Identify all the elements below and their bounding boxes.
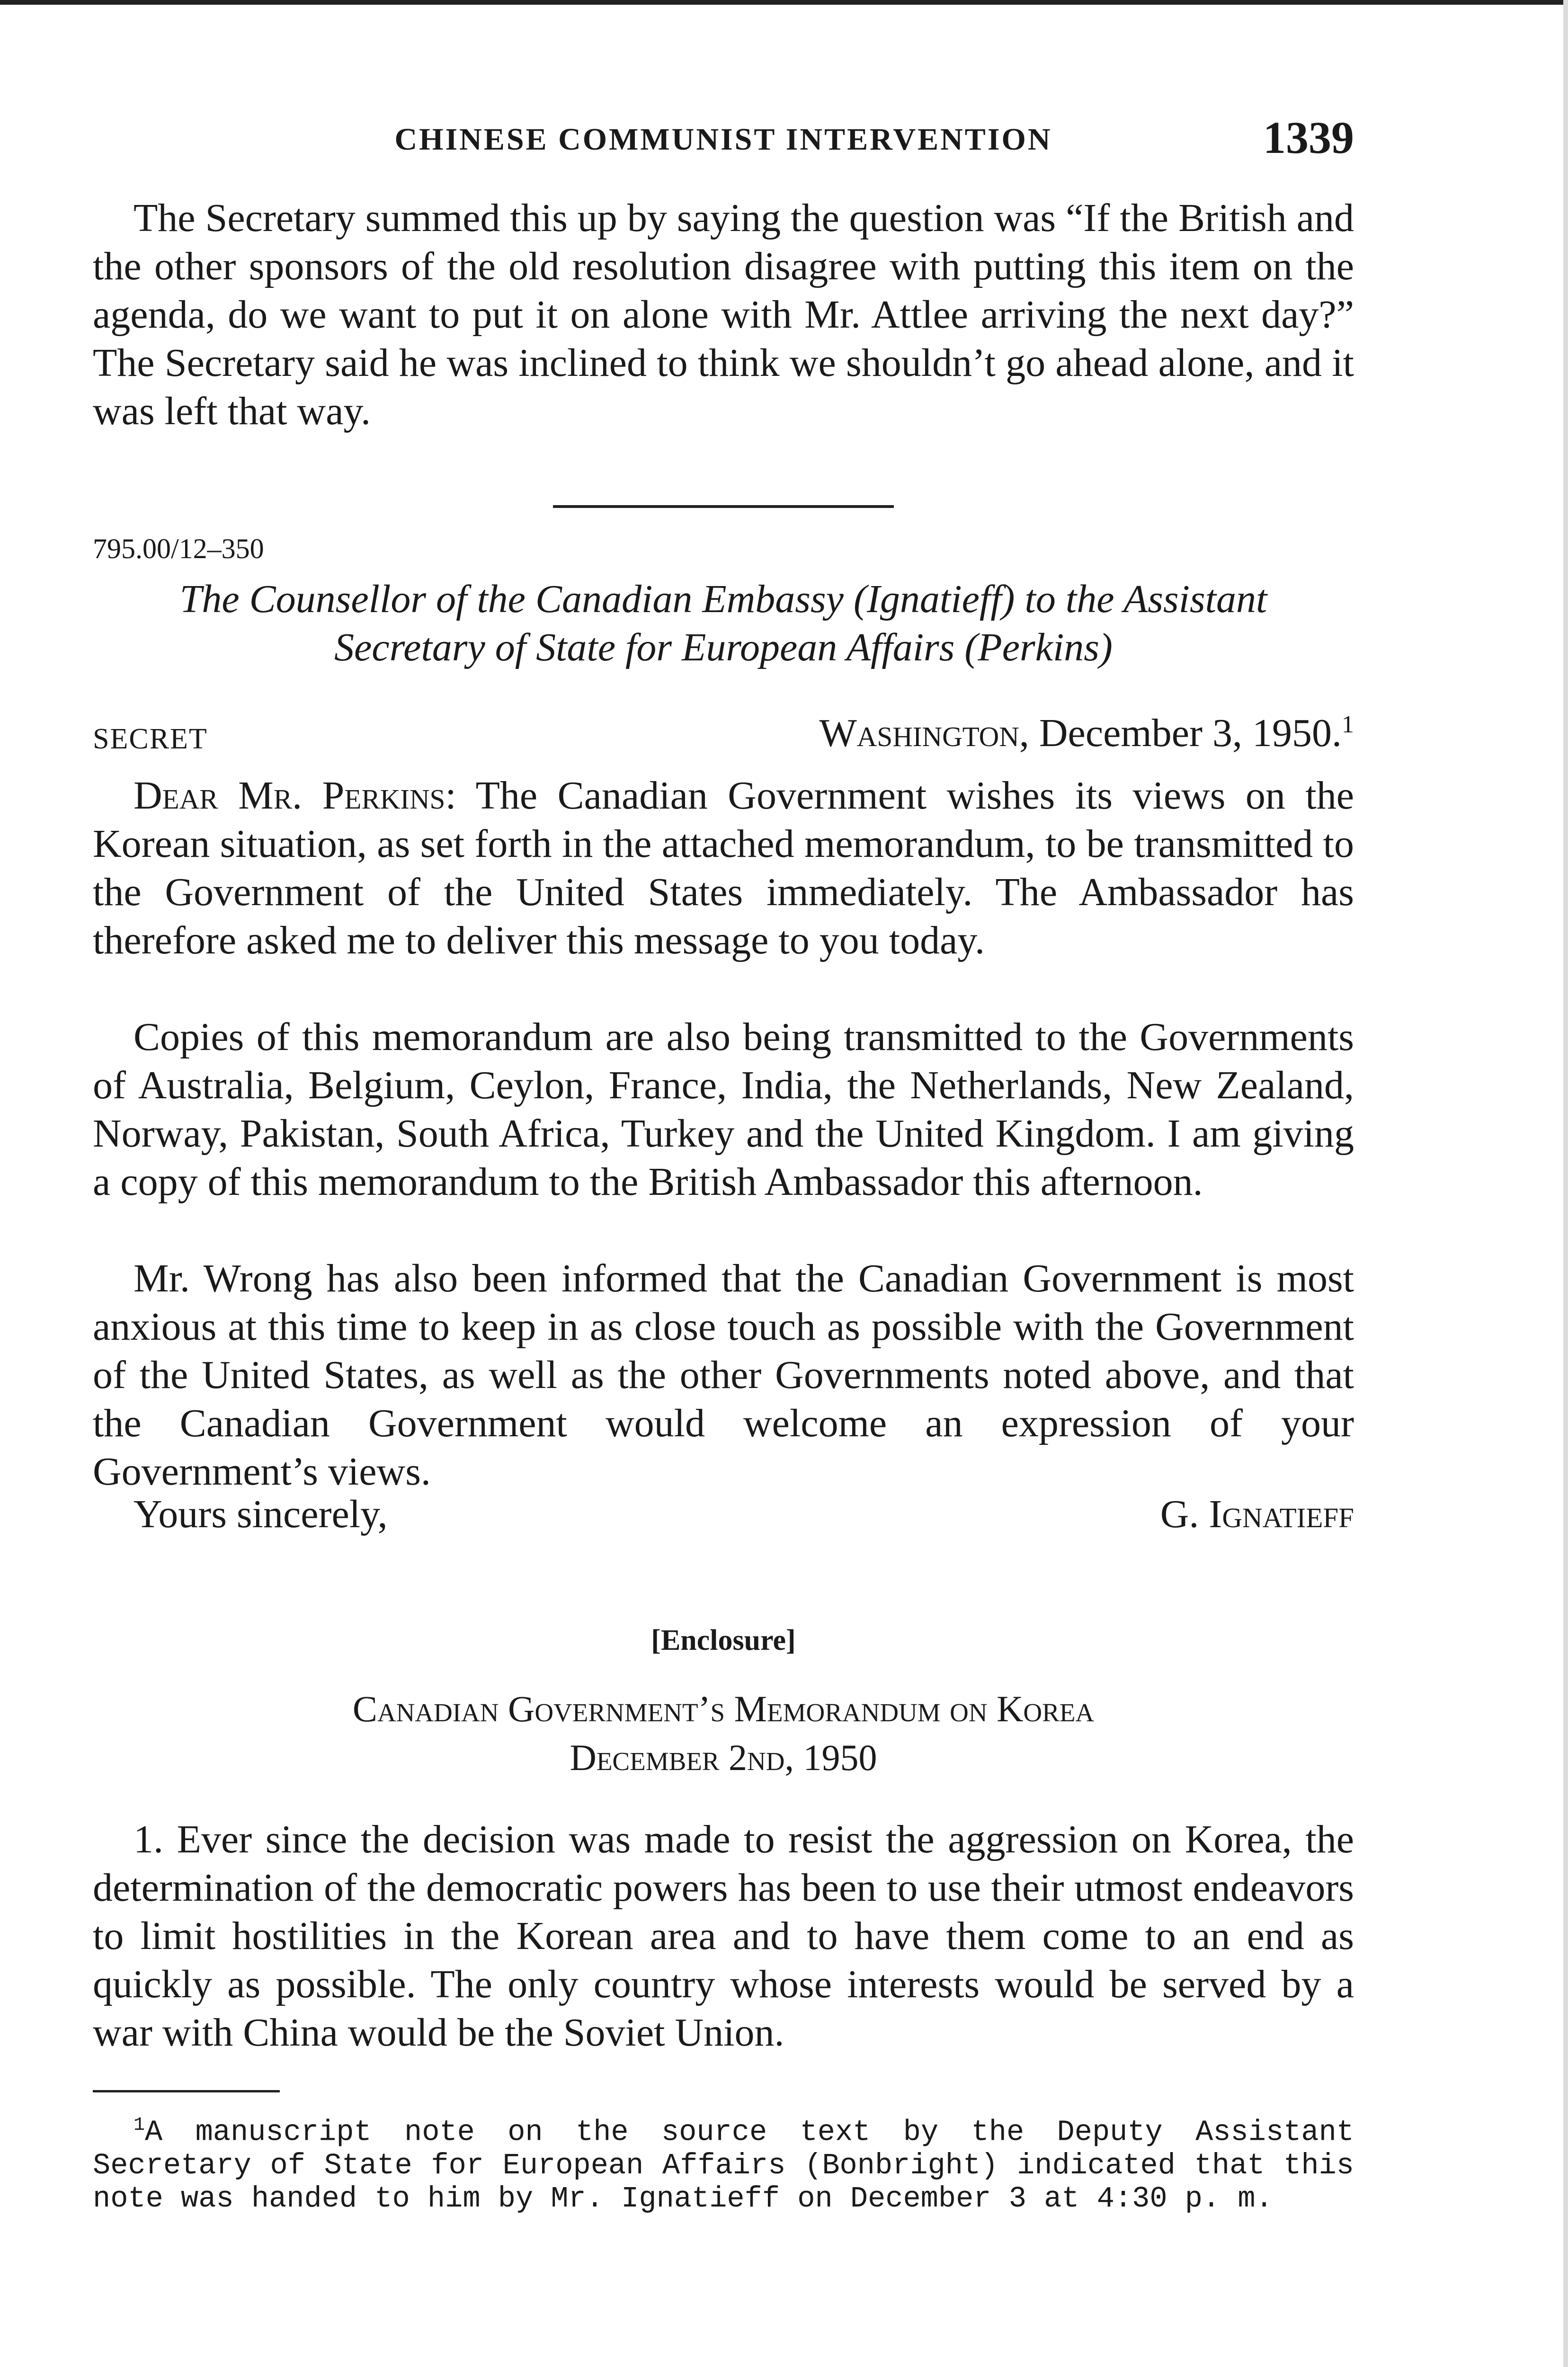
memorandum-date: December 2nd, 1950: [570, 1737, 877, 1778]
footnote: [93, 2109, 1354, 2216]
document-heading: [93, 575, 1354, 672]
footnote-marker: 1: [134, 2115, 145, 2136]
footnote-reference: 1: [1342, 711, 1354, 738]
dateline: [820, 710, 1354, 756]
dateline-date: December 3, 1950.: [1039, 711, 1342, 755]
file-number: 795.00/12–350: [93, 533, 264, 564]
running-title: CHINESE COMMUNIST INTERVENTION: [394, 122, 1052, 157]
footnote-text: A manuscript note on the source text by the Deputy Assistant Secretary of State for European Affairs (Bonbright) indicated that this note was handed to him by Mr. Ignatieff on December 3 at 4:30 p. m.: [93, 2115, 1354, 2216]
page-edge: [1563, 0, 1568, 2367]
signature: G. Ignatieff: [1160, 1492, 1354, 1536]
salutation: Dear Mr. Perkins:: [134, 774, 456, 818]
letter-paragraph-1-text: The Canadian Government wishes its views on the Korean situation, as set forth in the attached memorandum, to be transmitted to the Government of the United States immediately. The Ambassador has therefore asked me to deliver this message to you today.: [93, 774, 1354, 962]
dateline-place: Washington,: [819, 711, 1029, 755]
footnote-divider: [93, 2090, 280, 2092]
letter-paragraph-2: Copies of this memorandum are also being transmitted to the Governments of Australia, Belgium, Ceylon, France, India, the Netherlands, New Zealand, Norway, Pakistan, South Africa, Turkey and the United Kingdom. I am giving a copy of this memorandum to the British Ambassador this afternoon.: [93, 1015, 1354, 1204]
letter-paragraph-3: Mr. Wrong has also been informed that the Canadian Government is most anxious at this time to keep in as close touch as possible with the Government of the United States, as well as the other Governments noted above, and that the Canadian Government would welcome an expression of your Government’s views.: [93, 1256, 1354, 1494]
page-number: 1339: [1263, 112, 1354, 163]
heading-line-1: The Counsellor of the Canadian Embassy (Ignatieff) to the Assistant: [179, 577, 1267, 621]
top-border: [0, 0, 1568, 5]
closing: Yours sincerely,: [134, 1492, 388, 1536]
heading-line-2: Secretary of State for European Affairs (Perkins): [334, 625, 1113, 669]
section-divider: [553, 505, 894, 508]
classification-label: SECRET: [93, 723, 208, 755]
memorandum-title: Canadian Government’s Memorandum on Korea: [352, 1688, 1095, 1729]
intro-paragraph: The Secretary summed this up by saying the question was “If the British and the other sponsors of the old resolution disagree with putting this item on the agenda, do we want to put it on alone with Mr. Attlee arriving the next day?” The Secretary said he was inclined to think we shouldn’t go ahead alone, and it was left that way.: [93, 196, 1354, 433]
memorandum-paragraph-1: 1. Ever since the decision was made to resist the aggression on Korea, the determination of the democratic powers has been to use their utmost endeavors to limit hostilities in the Korean area and to have them come to an end as quickly as possible. The only country whose interests would be served by a war with China would be the Soviet Union.: [93, 1817, 1354, 2055]
letter-paragraph-1: [93, 772, 1354, 965]
enclosure-label: [Enclosure]: [651, 1624, 796, 1656]
running-header: [93, 111, 1354, 163]
